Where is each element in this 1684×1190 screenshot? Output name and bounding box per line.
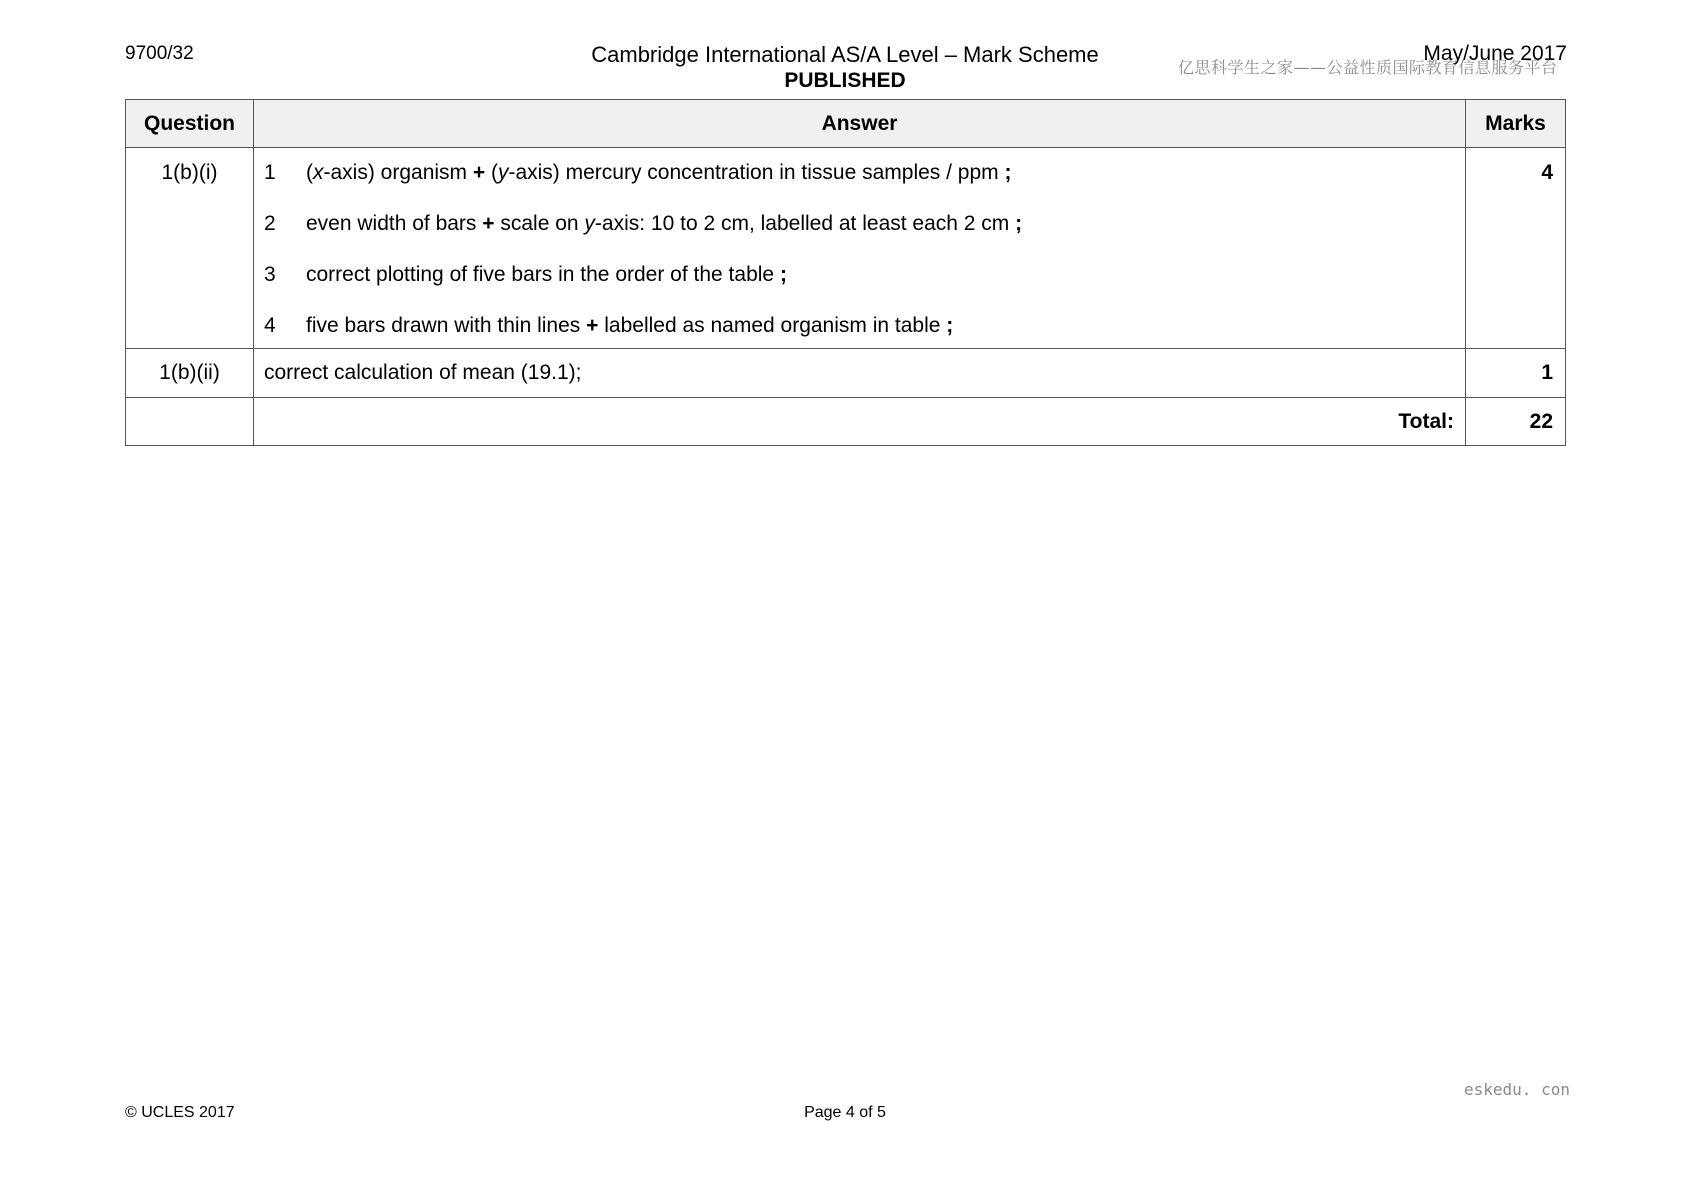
exam-session: May/June 2017 [1423,42,1567,65]
answer-cell: correct calculation of mean (19.1); [254,349,1466,398]
table-row [126,148,1566,349]
question-number: 1(b)(i) [126,148,254,349]
table-row [126,349,1566,398]
point-text: correct plotting of five bars in the order of the table ; [306,263,787,286]
question-number: 1(b)(ii) [126,349,254,398]
question-header: Question [126,100,254,148]
paper-code: 9700/32 [125,43,194,64]
marking-point [264,212,1455,263]
copyright: © UCLES 2017 [125,1104,235,1121]
point-number: 3 [264,263,276,286]
point-text: (x-axis) organism + (y-axis) mercury concentration in tissue samples / ppm ; [306,161,1012,184]
point-number: 2 [264,212,276,235]
point-text: even width of bars + scale on y-axis: 10 to 2 cm, labelled at least each 2 cm ; [306,212,1023,235]
marks-value: 1 [1466,349,1566,398]
total-label: Total: [254,398,1466,446]
marks-value: 4 [1466,148,1566,349]
watermark-text: 亿思科学生之家——公益性质国际教育信息服务平台 [1178,58,1558,77]
point-number: 4 [264,314,276,337]
marking-point [264,263,1455,314]
answer-header: Answer [254,100,1466,148]
mark-scheme-table [125,99,1566,446]
watermark-site: eskedu. con [1464,1080,1570,1099]
empty-cell [126,398,254,446]
marking-point [264,314,1455,340]
page-number: Page 4 of 5 [804,1104,886,1121]
total-value: 22 [1466,398,1566,446]
document-title: Cambridge International AS/A Level – Mark Scheme [591,42,1099,67]
point-text: five bars drawn with thin lines + labelled as named organism in table ; [306,314,954,337]
published-label: PUBLISHED [784,69,906,92]
answer-cell [254,148,1466,349]
point-number: 1 [264,161,276,184]
marking-point [264,161,1455,212]
marks-header: Marks [1466,100,1566,148]
total-row [126,398,1566,446]
table-header-row [126,100,1566,148]
